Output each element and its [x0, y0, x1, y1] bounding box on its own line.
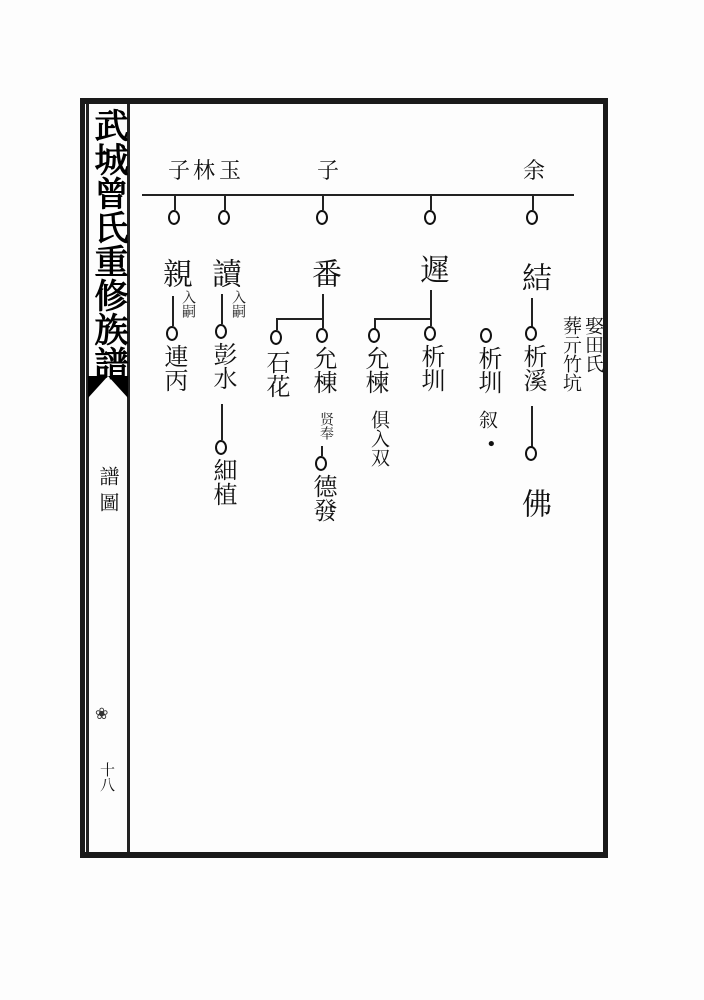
tree-node [166, 326, 178, 341]
page-number: 十八 [98, 762, 116, 792]
person-name: 番 [306, 258, 341, 288]
header-middle-char: 子 [317, 159, 340, 184]
tree-connector [224, 196, 226, 210]
tree-connector [174, 196, 176, 210]
fish-tail-mark [88, 376, 128, 398]
person-name: 石花 [262, 350, 290, 398]
person-name: 允楝 [361, 346, 389, 394]
person-name: 彭水 [209, 342, 237, 390]
tree-connector [276, 318, 278, 330]
person-name: 析溪 [519, 344, 547, 392]
tree-connector [430, 196, 432, 210]
tree-node [315, 456, 327, 471]
person-name: 遲 [414, 254, 449, 284]
tree-node [270, 330, 282, 345]
tree-branch [374, 318, 432, 320]
tree-node [424, 210, 436, 225]
tree-branch [276, 318, 324, 320]
tree-node [525, 326, 537, 341]
frame-border-left [80, 98, 85, 858]
annotation-note: 入嗣 [230, 290, 246, 318]
person-name: 佛 [516, 488, 551, 518]
person-name: 親 [157, 258, 192, 288]
frame-border-bottom [80, 852, 608, 858]
tree-node [368, 328, 380, 343]
book-title: 武城曾氏重修族譜 [88, 108, 128, 380]
tree-node [215, 440, 227, 455]
header-left-char-3: 玉 [219, 159, 242, 184]
tree-node [316, 210, 328, 225]
person-name: 允棟 [309, 346, 337, 394]
punctuation-dot-icon: • [486, 434, 497, 455]
tree-connector [532, 196, 534, 210]
frame-border-right [603, 98, 608, 858]
annotation-note: 俱入双 [368, 410, 390, 467]
header-left-char-2: 林 [193, 159, 216, 184]
tree-connector [221, 294, 223, 324]
person-name: 德發 [309, 474, 337, 522]
tree-node [526, 210, 538, 225]
tree-connector [221, 404, 223, 440]
person-name: 析圳 [474, 346, 502, 394]
tree-connector [430, 290, 432, 326]
tree-node [316, 328, 328, 343]
annotation-note: 贤奉 [318, 412, 334, 440]
person-name: 細植 [209, 458, 237, 506]
tree-connector [322, 294, 324, 328]
tree-connector [531, 406, 533, 448]
tree-connector [172, 296, 174, 326]
tree-node [424, 326, 436, 341]
frame-border-top [80, 98, 608, 104]
person-name: 析圳 [417, 344, 445, 392]
generation-line [142, 194, 574, 196]
annotation-note: 入嗣 [180, 290, 196, 318]
burial-note: 葬亓竹坑 [560, 316, 582, 392]
annotation-note: 叙 [476, 410, 498, 429]
spouse-note: 娶田氏 [582, 316, 604, 373]
tree-node [480, 328, 492, 343]
person-name: 連丙 [160, 344, 188, 392]
header-left-char-1: 子 [168, 159, 191, 184]
person-name: 讀 [206, 258, 241, 288]
tree-node [218, 210, 230, 225]
tree-connector [321, 446, 323, 456]
flower-ornament-icon: ❀ [95, 704, 109, 723]
tree-connector [531, 298, 533, 328]
tree-node [525, 446, 537, 461]
tree-connector [322, 196, 324, 210]
person-name: 結 [516, 262, 551, 292]
tree-node [215, 324, 227, 339]
tree-node [168, 210, 180, 225]
section-title: 譜圖 [96, 466, 120, 518]
header-right-char: 余 [523, 159, 546, 184]
